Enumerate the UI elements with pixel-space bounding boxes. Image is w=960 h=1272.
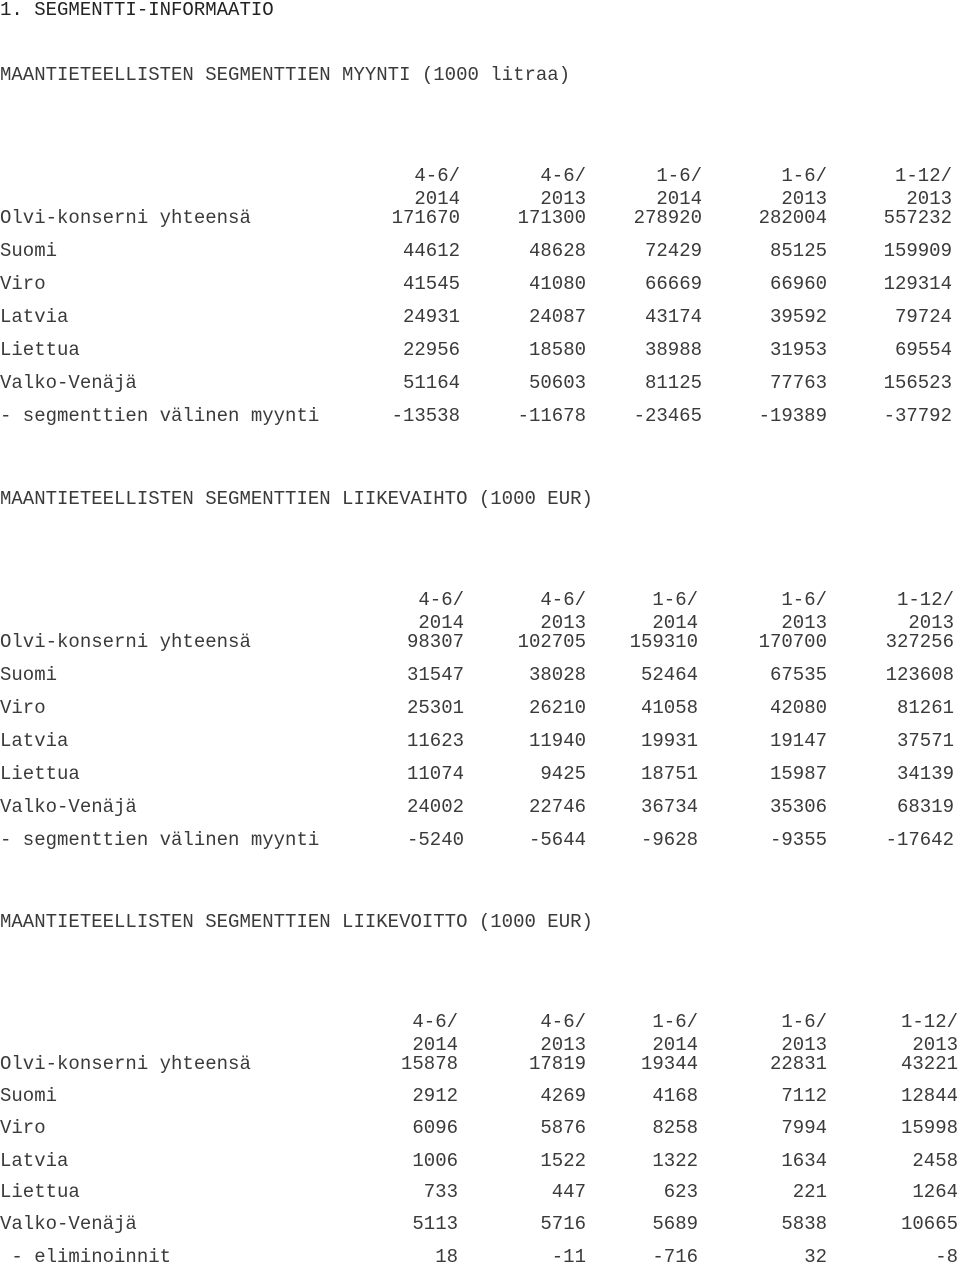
table-cell: 39592	[769, 306, 827, 328]
row-label: Olvi-konserni yhteensä	[0, 1053, 251, 1075]
table-cell: 69554	[894, 339, 952, 361]
table-cell: 159909	[883, 240, 952, 262]
column-header-q2-2013: 4-6/ 2013	[540, 589, 586, 634]
table-cell: 43221	[900, 1053, 958, 1075]
table-row	[0, 829, 960, 855]
row-label: Suomi	[0, 240, 58, 262]
table-cell: 24931	[402, 306, 460, 328]
table-cell: 9425	[540, 763, 586, 785]
table-cell: 278920	[633, 207, 702, 229]
row-label: Suomi	[0, 664, 58, 686]
table-cell: 6096	[412, 1117, 458, 1139]
row-label: - segmenttien välinen myynti	[0, 829, 320, 851]
table-cell: 7994	[781, 1117, 827, 1139]
table-cell: 1522	[540, 1150, 586, 1172]
table-cell: 85125	[769, 240, 827, 262]
table-row	[0, 339, 960, 365]
row-label: Viro	[0, 273, 46, 295]
table-cell: 15987	[769, 763, 827, 785]
table-cell: 22956	[402, 339, 460, 361]
table-cell: 102705	[517, 631, 586, 653]
column-header-q2-2014: 4-6/ 2014	[412, 1011, 458, 1056]
column-header-h1-2013: 1-6/ 2013	[781, 589, 827, 634]
table-cell: 557232	[883, 207, 952, 229]
table-cell: 5838	[781, 1213, 827, 1235]
table-cell: -5644	[528, 829, 586, 851]
table-cell: 31547	[406, 664, 464, 686]
table-cell: 24087	[528, 306, 586, 328]
table-cell: 48628	[528, 240, 586, 262]
table-cell: 72429	[644, 240, 702, 262]
table-row	[0, 1053, 960, 1079]
row-label: Liettua	[0, 1181, 80, 1203]
table-cell: 159310	[629, 631, 698, 653]
table-cell: 18580	[528, 339, 586, 361]
table-cell: 25301	[406, 697, 464, 719]
table-cell: 17819	[528, 1053, 586, 1075]
table-cell: -37792	[883, 405, 952, 427]
table-cell: 26210	[528, 697, 586, 719]
table-cell: 5689	[652, 1213, 698, 1235]
row-label: Latvia	[0, 730, 69, 752]
table-cell: 1322	[652, 1150, 698, 1172]
table-cell: 36734	[640, 796, 698, 818]
table-cell: 7112	[781, 1085, 827, 1107]
table-cell: 4269	[540, 1085, 586, 1107]
table-cell: 38028	[528, 664, 586, 686]
table-cell: 123608	[885, 664, 954, 686]
table-cell: 19344	[640, 1053, 698, 1075]
table-cell: 68319	[896, 796, 954, 818]
column-header-h1-2013: 1-6/ 2013	[781, 1011, 827, 1056]
row-label: Suomi	[0, 1085, 58, 1107]
table-row	[0, 1213, 960, 1239]
row-label: Valko-Venäjä	[0, 1213, 137, 1235]
table-cell: -5240	[406, 829, 464, 851]
table-cell: 733	[423, 1181, 458, 1203]
column-header-h1-2014: 1-6/ 2014	[652, 1011, 698, 1056]
table-row	[0, 796, 960, 822]
table-cell: 15878	[400, 1053, 458, 1075]
table-cell: 22746	[528, 796, 586, 818]
table-cell: 4168	[652, 1085, 698, 1107]
section-title: MAANTIETEELLISTEN SEGMENTTIEN LIIKEVAIHTO (1000 EUR)	[0, 488, 593, 510]
column-header-h1-2014: 1-6/ 2014	[652, 589, 698, 634]
table-cell: 41545	[402, 273, 460, 295]
column-header-q2-2014: 4-6/ 2014	[414, 165, 460, 210]
table-cell: 66960	[769, 273, 827, 295]
table-cell: -19389	[758, 405, 827, 427]
table-cell: 11940	[528, 730, 586, 752]
table-cell: -23465	[633, 405, 702, 427]
table-cell: 282004	[758, 207, 827, 229]
column-header-q2-2013: 4-6/ 2013	[540, 165, 586, 210]
table-cell: 66669	[644, 273, 702, 295]
table-cell: 37571	[896, 730, 954, 752]
table-row	[0, 1117, 960, 1143]
row-label: Valko-Venäjä	[0, 372, 137, 394]
table-cell: 11074	[406, 763, 464, 785]
table-cell: 81125	[644, 372, 702, 394]
table-cell: 32	[804, 1246, 827, 1268]
column-header-h1-2013: 1-6/ 2013	[781, 165, 827, 210]
table-cell: 221	[792, 1181, 827, 1203]
table-cell: 171300	[517, 207, 586, 229]
row-label: Olvi-konserni yhteensä	[0, 631, 251, 653]
column-header-q2-2014: 4-6/ 2014	[418, 589, 464, 634]
table-cell: 19931	[640, 730, 698, 752]
table-cell: 52464	[640, 664, 698, 686]
table-cell: 1634	[781, 1150, 827, 1172]
table-cell: 2458	[912, 1150, 958, 1172]
table-row	[0, 405, 960, 431]
table-cell: -11	[551, 1246, 586, 1268]
row-label: Valko-Venäjä	[0, 796, 137, 818]
table-cell: 623	[663, 1181, 698, 1203]
table-cell: 11623	[406, 730, 464, 752]
table-cell: 15998	[900, 1117, 958, 1139]
row-label: Liettua	[0, 339, 80, 361]
table-cell: 8258	[652, 1117, 698, 1139]
table-cell: 77763	[769, 372, 827, 394]
table-cell: 42080	[769, 697, 827, 719]
table-cell: -9628	[640, 829, 698, 851]
table-cell: 2912	[412, 1085, 458, 1107]
table-row	[0, 207, 960, 233]
table-cell: 5113	[412, 1213, 458, 1235]
table-cell: 51164	[402, 372, 460, 394]
table-cell: 12844	[900, 1085, 958, 1107]
table-row	[0, 730, 960, 756]
table-cell: 50603	[528, 372, 586, 394]
table-cell: 79724	[894, 306, 952, 328]
table-cell: 5876	[540, 1117, 586, 1139]
table-row	[0, 1246, 960, 1272]
table-cell: 327256	[885, 631, 954, 653]
section-title: MAANTIETEELLISTEN SEGMENTTIEN MYYNTI (1000 litraa)	[0, 64, 571, 86]
column-header-q2-2013: 4-6/ 2013	[540, 1011, 586, 1056]
table-cell: 22831	[769, 1053, 827, 1075]
table-row	[0, 1085, 960, 1111]
table-cell: 34139	[896, 763, 954, 785]
table-cell: 447	[551, 1181, 586, 1203]
table-row	[0, 763, 960, 789]
row-label: - eliminoinnit	[0, 1246, 172, 1268]
page-title: 1. SEGMENTTI-INFORMAATIO	[0, 0, 274, 21]
table-cell: 31953	[769, 339, 827, 361]
column-header-fy-2013: 1-12/ 2013	[896, 589, 954, 634]
table-cell: 19147	[769, 730, 827, 752]
row-label: Latvia	[0, 1150, 69, 1172]
table-cell: 156523	[883, 372, 952, 394]
table-cell: -17642	[885, 829, 954, 851]
table-cell: 67535	[769, 664, 827, 686]
row-label: Viro	[0, 697, 46, 719]
table-cell: -8	[935, 1246, 958, 1268]
table-cell: 170700	[758, 631, 827, 653]
row-label: Latvia	[0, 306, 69, 328]
table-cell: 129314	[883, 273, 952, 295]
row-label: - segmenttien välinen myynti	[0, 405, 320, 427]
table-cell: 38988	[644, 339, 702, 361]
row-label: Olvi-konserni yhteensä	[0, 207, 251, 229]
table-cell: 43174	[644, 306, 702, 328]
column-header-fy-2013: 1-12/ 2013	[900, 1011, 958, 1056]
table-row	[0, 372, 960, 398]
table-cell: -11678	[517, 405, 586, 427]
table-cell: 5716	[540, 1213, 586, 1235]
table-cell: 41080	[528, 273, 586, 295]
table-cell: 24002	[406, 796, 464, 818]
table-cell: 171670	[391, 207, 460, 229]
table-cell: 98307	[406, 631, 464, 653]
table-cell: -9355	[769, 829, 827, 851]
table-cell: -716	[652, 1246, 698, 1268]
row-label: Liettua	[0, 763, 80, 785]
column-header-fy-2013: 1-12/ 2013	[894, 165, 952, 210]
table-cell: -13538	[391, 405, 460, 427]
table-cell: 18	[435, 1246, 458, 1268]
table-row	[0, 1150, 960, 1176]
table-row	[0, 697, 960, 723]
table-row	[0, 631, 960, 657]
table-row	[0, 664, 960, 690]
table-row	[0, 1181, 960, 1207]
row-label: Viro	[0, 1117, 46, 1139]
table-row	[0, 306, 960, 332]
table-cell: 10665	[900, 1213, 958, 1235]
table-cell: 18751	[640, 763, 698, 785]
table-cell: 1006	[412, 1150, 458, 1172]
table-cell: 44612	[402, 240, 460, 262]
table-row	[0, 273, 960, 299]
table-cell: 81261	[896, 697, 954, 719]
section-title: MAANTIETEELLISTEN SEGMENTTIEN LIIKEVOITTO (1000 EUR)	[0, 911, 593, 933]
table-cell: 1264	[912, 1181, 958, 1203]
table-cell: 41058	[640, 697, 698, 719]
column-header-h1-2014: 1-6/ 2014	[656, 165, 702, 210]
table-cell: 35306	[769, 796, 827, 818]
table-row	[0, 240, 960, 266]
